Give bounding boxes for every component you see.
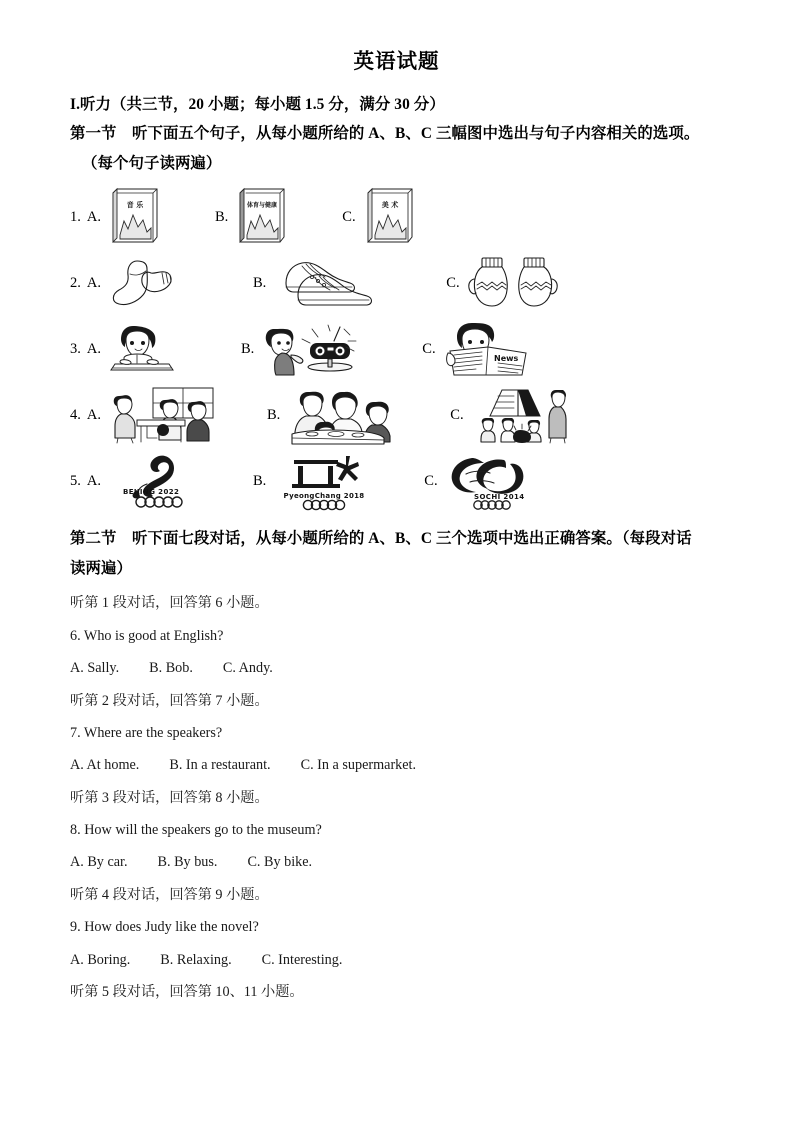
choice-row (70, 846, 738, 878)
choice-b[interactable]: B. Bob. (149, 660, 193, 677)
logo-pyeongchang-icon (272, 454, 376, 508)
book-music-icon (107, 187, 163, 247)
picture-question-row (55, 250, 738, 316)
option-letter: A. (86, 472, 101, 489)
choice-a[interactable]: A. At home. (70, 757, 140, 774)
question-text: 7. Where are the speakers? (70, 724, 223, 741)
option-letter: C. (424, 472, 438, 489)
option-c[interactable] (376, 448, 535, 514)
option-c[interactable] (370, 316, 533, 382)
book-art-icon (362, 187, 418, 247)
option-c[interactable] (290, 184, 417, 250)
part-one-instruction-line1: 第一节 听下面五个句子，从每小题所给的 A、B、C 三幅图中选出与句子内容相关的选项。 (70, 125, 700, 143)
option-letter: C. (342, 208, 356, 225)
book-caption: 音 乐 (126, 201, 144, 210)
option-letter: B. (240, 340, 255, 357)
dialogue-instruction: 听第 2 段对话，回答第 7 小题。 (70, 692, 269, 709)
question-text: 6. Who is good at English? (70, 627, 224, 644)
option-label: 2. (70, 274, 81, 291)
question-text: 9. How does Judy like the novel? (70, 919, 259, 936)
logo-caption: PyeongChang 2018 (283, 492, 365, 501)
option-letter: B. (252, 472, 267, 489)
part-two-instruction-line2: 读两遍） (70, 559, 132, 577)
option-letter: A. (86, 274, 101, 291)
book-caption: 美 术 (381, 201, 398, 210)
option-c[interactable] (382, 250, 553, 316)
family-dinner-icon (286, 386, 398, 444)
boy-radio-icon (260, 321, 370, 377)
option-letter: B. (266, 406, 281, 423)
choice-c[interactable]: C. Interesting. (261, 951, 343, 968)
choice-row (70, 749, 738, 781)
option-a[interactable] (70, 184, 163, 250)
option-letter: B. (214, 208, 229, 225)
choice-row (70, 652, 738, 684)
socks-icon (107, 257, 193, 309)
option-letter: B. (252, 274, 267, 291)
picture-question-row (55, 448, 738, 514)
option-c[interactable] (398, 382, 575, 448)
choice-a[interactable]: A. By car. (70, 854, 128, 871)
option-letter: C. (422, 340, 436, 357)
picture-question-row (55, 184, 738, 250)
choice-c[interactable]: C. Andy. (222, 660, 273, 677)
option-b[interactable] (219, 382, 398, 448)
dialogue-instruction: 听第 3 段对话，回答第 8 小题。 (70, 789, 269, 806)
logo-sochi-icon (444, 454, 536, 508)
option-label: 5. (70, 472, 81, 489)
option-letter: A. (86, 406, 101, 423)
picture-question-row (55, 316, 738, 382)
choice-b[interactable]: B. By bus. (157, 854, 218, 871)
mittens-icon (466, 255, 554, 311)
choice-a[interactable]: A. Sally. (70, 660, 120, 677)
option-b[interactable] (163, 184, 290, 250)
option-a[interactable] (70, 448, 207, 514)
page-title: 英语试题 (353, 51, 440, 73)
classroom-icon (107, 386, 219, 444)
picture-question-row (55, 382, 738, 448)
sneakers-icon (272, 257, 382, 309)
choice-b[interactable]: B. Relaxing. (160, 951, 232, 968)
part-one-instruction-line2: （每个句子读两遍） (82, 154, 222, 172)
option-b[interactable] (207, 448, 376, 514)
picture-question-list (55, 184, 738, 514)
choice-c[interactable]: C. In a supermarket. (300, 757, 417, 774)
boy-newspaper-icon (442, 321, 534, 377)
newspaper-caption: News (493, 354, 518, 364)
book-pe-icon (234, 187, 290, 247)
choice-c[interactable]: C. By bike. (247, 854, 313, 871)
choice-row (70, 944, 738, 976)
trailing-dialogue-instruction: 听第 5 段对话，回答第 10、11 小题。 (70, 983, 304, 1000)
dialogue-instruction: 听第 4 段对话，回答第 9 小题。 (70, 886, 269, 903)
option-b[interactable] (193, 250, 382, 316)
logo-caption: BEIJING 2022 (122, 488, 180, 497)
choice-b[interactable]: B. In a restaurant. (169, 757, 271, 774)
option-a[interactable] (70, 316, 183, 382)
book-caption: 体育与健康 (247, 202, 278, 210)
dialogue-question-list (55, 583, 738, 1008)
option-label: 1. (70, 208, 81, 225)
question-text: 8. How will the speakers go to the museum? (70, 822, 322, 839)
listening-section-header: I.听力（共三节，20 小题；每小题 1.5 分，满分 30 分） (70, 95, 445, 113)
logo-beijing-icon (107, 454, 207, 508)
option-label: 4. (70, 406, 81, 423)
boy-keyboard-icon (107, 322, 183, 376)
camping-icon (470, 386, 576, 444)
option-letter: A. (86, 340, 101, 357)
logo-caption: SOCHI 2014 (473, 493, 525, 502)
option-letter: A. (86, 208, 101, 225)
option-a[interactable] (70, 382, 219, 448)
dialogue-instruction: 听第 1 段对话，回答第 6 小题。 (70, 595, 269, 612)
option-b[interactable] (183, 316, 370, 382)
part-two-instruction-line1: 第二节 听下面七段对话，从每小题所给的 A、B、C 三个选项中选出正确答案。（每段对话 (70, 530, 692, 548)
option-letter: C. (446, 274, 460, 291)
option-letter: C. (450, 406, 464, 423)
option-a[interactable] (70, 250, 193, 316)
option-label: 3. (70, 340, 81, 357)
choice-a[interactable]: A. Boring. (70, 951, 131, 968)
